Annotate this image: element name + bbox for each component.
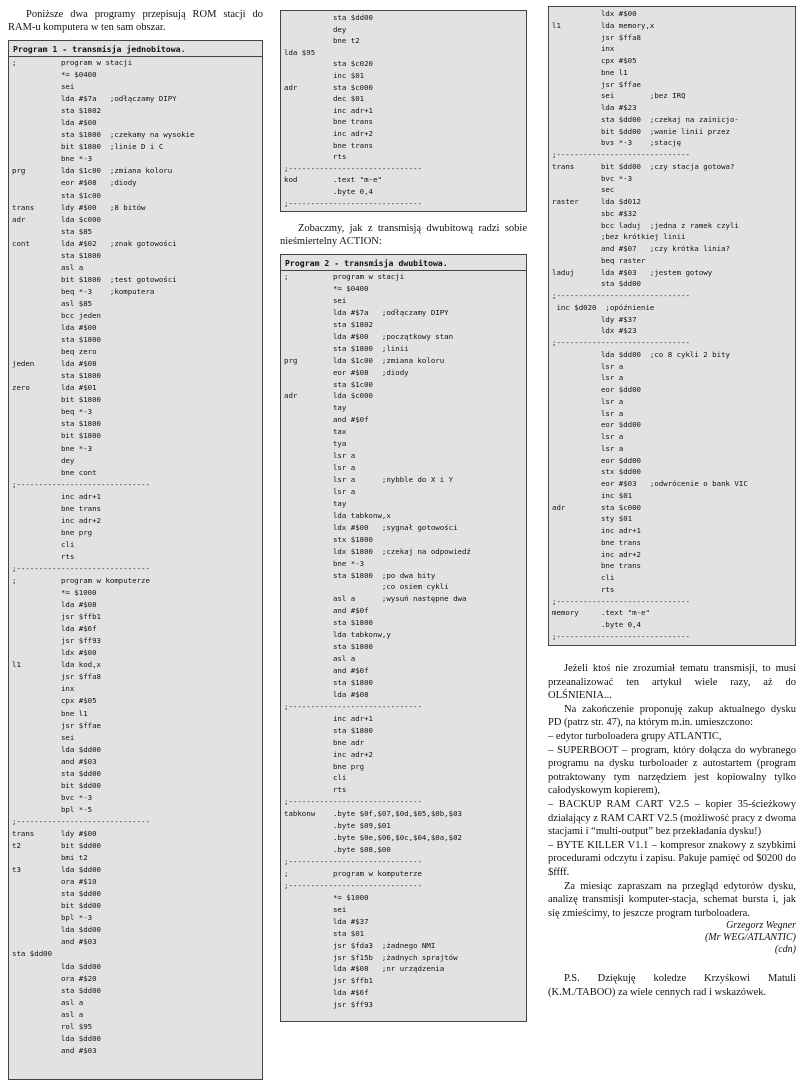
code-line: lda #$6f [284, 988, 369, 998]
code-line: lda #$23 [552, 103, 637, 112]
code-line: and #$03 [12, 756, 97, 766]
code-line: zero lda #$01 [12, 383, 97, 393]
code-line: lsr a [552, 361, 624, 371]
code-line: asl a [12, 262, 84, 272]
code-line: beq *-3 ;komputera [12, 286, 155, 296]
code-line: inc $d020 ;opóźnienie [552, 302, 655, 312]
code-line: tay [284, 498, 347, 508]
code-line: sei [12, 732, 75, 742]
code-line: eor #$08 ;diody [12, 178, 137, 188]
code-line: lda $dd00 ;co 8 cykli 2 bity [552, 349, 730, 359]
code-line: tax [284, 427, 347, 437]
code-line: tabkonw .byte $0f,$07,$0d,$05,$0b,$03 [284, 809, 462, 819]
paragraph: Jeżeli ktoś nie zrozumiał tematu transmisji, to musi przeanalizować ten artykuł wiele razy, aż do OLŚNIENIA... [548, 663, 796, 702]
code-line: ldy #$37 [552, 314, 637, 324]
code-line: bit $dd00 [12, 780, 101, 790]
code-line: sta $dd00 [12, 889, 101, 899]
code-line: lda $dd00 [12, 744, 101, 754]
code-line: bit $1800 [12, 395, 101, 405]
code-line: sei [12, 82, 75, 92]
code-line: ;------------------------------ [552, 631, 690, 641]
list-item: – edytor turboloadera grupy ATLANTIC, [548, 730, 722, 742]
listing-title: Program 1 - transmisja jednobitowa. [9, 42, 262, 57]
code-line: bit $1800 [12, 431, 101, 441]
code-line: sta $dd00 [12, 985, 101, 995]
code-line: bne *-3 [12, 443, 93, 453]
code-line: adr lda $c000 [284, 391, 373, 401]
code-line: lda #$00 [12, 323, 97, 333]
code-line: prg lda $1c00 ;zmiana koloru [12, 166, 173, 176]
code-line: cont lda #$02 ;znak gotowości [12, 238, 177, 248]
code-line: inc adr+1 [284, 713, 373, 723]
code-line: ;------------------------------ [284, 857, 422, 867]
paragraph: Na zakończenie proponuję zakup aktualnego dysku PD (patrz str. 47), na którym m.in. umieszczono: [548, 703, 796, 729]
code-line: cli [12, 539, 75, 549]
code-line: lsr a [284, 451, 356, 461]
code-line: sta $dd00 [284, 13, 373, 22]
code-line: ; program w komputerze [12, 576, 150, 586]
code-line: sta $85 [12, 226, 93, 236]
code-line: adr lda $c000 [12, 214, 101, 224]
code-line: bit $dd00 [12, 901, 101, 911]
code-line: memory .text "m-e" [552, 608, 650, 618]
code-line: rts [284, 152, 347, 162]
code-line: lda #$37 [284, 916, 369, 926]
code-line: bne prg [12, 527, 93, 537]
code-line: jsr $ffb1 [12, 612, 101, 622]
code-line: .byte $09,$01 [284, 821, 391, 831]
code-line: ;------------------------------ [12, 563, 150, 573]
code-line: dey [284, 24, 347, 34]
code-line: lda #$7a ;odłączamy DIPY [284, 307, 449, 317]
code-line: jsr $ffa8 [552, 32, 641, 42]
paragraph: Za miesiąc zapraszam na przegląd edytorów dysku, analizę transmisji komputer-stacja, schemat bursta i, jak się zmieścimy, to jeszcze program turboloadera. [548, 880, 796, 919]
code-line: beq raster [552, 255, 646, 265]
code-line: asl a [12, 997, 84, 1007]
code-line: asl a [12, 1009, 84, 1019]
code-line: ;------------------------------ [284, 198, 422, 208]
code-line: lda #$00 [12, 118, 97, 128]
code-line: sta $1800 ;po dwa bity [284, 570, 436, 580]
code-line: bpl *-5 [12, 804, 93, 814]
code-line: prg lda $1c00 ;zmiana koloru [284, 355, 445, 365]
code-line: *= $0400 [12, 70, 97, 80]
code-line: inc $01 [284, 70, 365, 80]
code-line: bne cont [12, 467, 97, 477]
code-line: raster lda $d012 [552, 197, 641, 206]
code-line: bne l1 [552, 67, 628, 77]
code-line: l1 lda memory,x [552, 20, 655, 30]
list-item: – BYTE KILLER V1.1 – kompresor znakowy z szybkimi procedurami odczytu i zapisu. Pakuje pamięć od $0200 do $ffff. [548, 839, 796, 878]
code-line: sta $dd00 [12, 768, 101, 778]
code-block [9, 57, 262, 1057]
code-line: sta $c020 [284, 59, 373, 69]
code-line: *= $0400 [284, 284, 369, 294]
code-line: and #$03 [12, 937, 97, 947]
code-line: bit $dd00 ;wanie linii przez [552, 126, 730, 136]
code-line: lda tabkonw,x [284, 510, 391, 520]
code-line: jsr $ff93 [12, 636, 101, 646]
code-line: ldx #$00 [12, 648, 97, 658]
code-block [281, 271, 526, 1011]
code-line: *= $1000 [284, 892, 369, 902]
code-line: sta $1802 [284, 319, 373, 329]
list-item: – BACKUP RAM CART V2.5 – kopier 35-ścieżkowy działający z RAM CART V2.5 (możliwość pracy z dwoma stacjami i “multi-output” bez przekładania dysku!) [548, 798, 796, 838]
intro-text-2: Zobaczmy, jak z transmisją dwubitową radzi sobie nieśmiertelny ACTION: [280, 223, 527, 248]
code-line: cpx #$05 [12, 696, 97, 706]
code-line: ;------------------------------ [284, 163, 422, 173]
code-line: lda $dd00 [12, 1033, 101, 1043]
code-line: lsr a [552, 432, 624, 441]
code-line: ldx $1800 ;czekaj na odpowiedź [284, 546, 471, 556]
code-line: jeden lda #$08 [12, 359, 97, 369]
code-line: cli [552, 573, 615, 582]
author-name: Grzegorz Wegner [726, 920, 796, 932]
code-line: bvc *-3 [12, 792, 93, 802]
code-line: and #$07 ;czy krótka linia? [552, 244, 730, 253]
code-line: lda #$08 [284, 689, 369, 699]
code-line: inc adr+1 [284, 105, 373, 115]
code-line: lda #$08 ;nr urządzenia [284, 964, 445, 974]
code-line: cpx #$05 [552, 56, 637, 65]
code-line: bcc laduj ;jedna z ramek czyli [552, 220, 739, 230]
code-line: and #$0f [284, 606, 369, 616]
code-line: lda tabkonw,y [284, 630, 391, 640]
code-line: bne l1 [12, 708, 88, 718]
author-alias: (Mr WEG/ATLANTIC) [704, 932, 796, 944]
code-line: t2 bit $dd00 [12, 841, 101, 851]
code-line: ;------------------------------ [284, 880, 422, 890]
code-line: inc adr+2 [284, 749, 373, 759]
code-line: sta $dd00 [12, 949, 53, 959]
code-line: t3 lda $dd00 [12, 865, 101, 875]
code-line: ;------------------------------ [12, 816, 150, 826]
code-line: asl a [284, 654, 356, 664]
code-line: lsr a [284, 486, 356, 496]
code-line: l1 lda kod,x [12, 660, 101, 670]
code-line: bvs *-3 ;stację [552, 138, 682, 148]
code-line: ;co osiem cykli [284, 582, 449, 592]
code-line: bne trans [552, 537, 641, 547]
code-line: dey [12, 455, 75, 465]
code-line: sta $dd00 [552, 279, 641, 289]
code-line: rts [552, 584, 615, 594]
code-line: adr sta $c000 [284, 82, 373, 92]
code-line: ;bez krótkiej linii [552, 232, 686, 242]
code-line: bpl *-3 [12, 913, 93, 923]
code-line: jsr $ffae [12, 720, 101, 730]
code-line: ; program w stacji [12, 58, 133, 67]
postscript: P.S. Dziękuję koledze Krzyśkowi Matuli (K.M./TABOO) za wiele cennych rad i wskazówek. [548, 973, 796, 998]
code-line: bne adr [284, 737, 365, 747]
code-line: ;------------------------------ [12, 479, 150, 489]
code-block [549, 8, 795, 643]
code-line: eor #$03 ;odwrócenie o bank VIC [552, 479, 748, 488]
code-line: rol $95 [12, 1021, 93, 1031]
code-line: ora #$10 [12, 877, 97, 887]
code-line: cli [284, 773, 347, 783]
code-line: eor $dd00 [552, 420, 641, 430]
listing-program-1-continued [280, 10, 527, 212]
code-line: sty $01 [552, 514, 633, 524]
code-line: inc adr+2 [12, 515, 101, 525]
code-line: ldx #$00 ;sygnał gotowości [284, 522, 458, 532]
code-line: tay [284, 403, 347, 413]
code-line: sta $1800 [12, 371, 101, 381]
code-line: inx [552, 44, 615, 54]
code-line: sta $1800 [12, 419, 101, 429]
article-text [548, 662, 796, 999]
code-line: sta $1800 [12, 335, 101, 345]
code-line: trans ldy #$00 [12, 829, 97, 838]
code-line: lda #$7a ;odłączamy DIPY [12, 94, 177, 104]
code-line: bne trans [284, 140, 373, 150]
column-2 [280, 0, 527, 1022]
code-line: laduj lda #$03 ;jestem gotowy [552, 267, 713, 277]
code-line: jsr $ffb1 [284, 976, 373, 986]
list-item: – SUPERBOOT – program, który dołącza do wybranego programu na dysku turboloader z autostartem (program potraktowany tym narzędziem jest kopiowalny tylko całodyskowym kopierem), [548, 744, 796, 797]
code-line: bne *-3 [284, 558, 365, 568]
code-line: sei ;bez IRQ [552, 91, 686, 101]
code-line: bvc *-3 [552, 173, 633, 183]
code-line: sta $01 [284, 928, 365, 938]
code-line: lda #$08 [12, 600, 97, 610]
code-line: beq *-3 [12, 407, 93, 417]
code-line: lda #$6f [12, 624, 97, 634]
code-line: lda $dd00 [12, 925, 101, 935]
code-block [281, 12, 526, 209]
code-line: stx $dd00 [552, 467, 641, 477]
code-line: sta $1800 [284, 677, 373, 687]
code-line: sta $1800 [12, 250, 101, 260]
code-line: eor $dd00 [552, 385, 641, 394]
code-line: trans bit $dd00 ;czy stacja gotowa? [552, 161, 735, 171]
code-line: sta $dd00 ;czekaj na zainicjo- [552, 114, 739, 124]
code-line: inc adr+2 [552, 549, 641, 559]
code-line: trans ldy #$00 ;8 bitów [12, 202, 146, 212]
code-line: ;------------------------------ [552, 150, 690, 159]
code-line: sta $1802 [12, 106, 101, 116]
code-line: sta $1c00 [284, 379, 373, 389]
code-line: ;------------------------------ [284, 701, 422, 711]
code-line: jsr $ffa8 [12, 672, 101, 682]
code-line: and #$0f [284, 666, 369, 676]
code-line: bne trans [552, 561, 641, 571]
code-line: ldx #$00 [552, 9, 637, 18]
code-line: sec [552, 185, 615, 195]
code-line: jsr $fda3 ;żadnego NMI [284, 940, 436, 950]
code-line: dec $01 [284, 94, 365, 104]
code-line: ;------------------------------ [284, 797, 422, 807]
code-line: inc adr+1 [12, 491, 101, 501]
code-line: ;------------------------------ [552, 596, 690, 606]
code-line: jsr $f15b ;żadnych sprajtów [284, 952, 458, 962]
code-line: jsr $ffae [552, 79, 641, 89]
code-line: stx $1800 [284, 534, 373, 544]
continued-mark: (cdn) [774, 944, 796, 956]
code-line: ; program w stacji [284, 272, 405, 282]
code-line: rts [12, 551, 75, 561]
code-line: sei [284, 295, 347, 305]
code-line: ;------------------------------ [552, 291, 690, 300]
code-line: bne t2 [284, 36, 360, 46]
code-line: ora #$20 [12, 973, 97, 983]
column-3 [548, 0, 796, 999]
code-line: bne trans [284, 117, 373, 127]
code-line: tya [284, 439, 347, 449]
intro-text-1: Poniższe dwa programy przepisują ROM stacji do RAM-u komputera w ten sam obszar. [8, 9, 263, 33]
code-line: lsr a [552, 408, 624, 418]
code-line: eor #$08 ;diody [284, 367, 409, 377]
column-1 [8, 0, 263, 1080]
listing-program-2 [280, 254, 527, 1022]
code-line: ldx #$23 [552, 326, 637, 336]
code-line: rts [284, 785, 347, 795]
code-line: lsr a ;nybble do X i Y [284, 475, 454, 485]
code-line: bne *-3 [12, 154, 93, 164]
code-line: sei [284, 904, 347, 914]
code-line: sta $1c00 [12, 190, 101, 200]
code-line: sta $1800 ;linii [284, 343, 409, 353]
code-line: adr sta $c000 [552, 502, 641, 512]
code-line: .byte 0,4 [284, 186, 373, 196]
code-line: bne prg [284, 761, 365, 771]
code-line: lsr a [552, 396, 624, 406]
code-line: .byte $0e,$06,$0c,$04,$0a,$02 [284, 833, 462, 843]
code-line: sta $1800 [284, 725, 373, 735]
code-line: and #$0f [284, 415, 369, 425]
code-line: beq zero [12, 347, 97, 357]
code-line: inx [12, 684, 75, 694]
code-line: lsr a [552, 443, 624, 453]
code-line: inc $01 [552, 490, 633, 500]
code-line: lda #$00 ;początkowy stan [284, 331, 454, 341]
code-line: sta $1800 [284, 618, 373, 628]
code-line: lda $95 [284, 47, 316, 57]
code-line: sta $1800 ;czekamy na wysokie [12, 130, 195, 140]
code-line: bmi t2 [12, 853, 88, 863]
code-line: inc adr+2 [284, 128, 373, 138]
code-line: bne trans [12, 503, 101, 513]
code-line: asl a ;wysuń następne dwa [284, 594, 467, 604]
code-line: eor $dd00 [552, 455, 641, 465]
code-line: and #$03 [12, 1045, 97, 1055]
code-line: ;------------------------------ [552, 338, 690, 347]
code-line: lsr a [552, 373, 624, 383]
code-line: .byte 0,4 [552, 620, 641, 629]
listing-program-1 [8, 40, 263, 1080]
code-line: *= $1000 [12, 588, 97, 598]
code-line: sta $1800 [284, 642, 373, 652]
code-line: kod .text "m-e" [284, 175, 382, 185]
listing-program-2-continued [548, 6, 796, 646]
code-line: inc adr+1 [552, 526, 641, 535]
code-line: lsr a [284, 463, 356, 473]
code-line: bcc jeden [12, 310, 101, 320]
listing-title: Program 2 - transmisja dwubitowa. [281, 256, 526, 271]
code-line: bit $1800 ;test gotowości [12, 274, 177, 284]
code-line: .byte $08,$00 [284, 845, 391, 855]
code-line: sbc #$32 [552, 208, 637, 218]
code-line: lda $dd00 [12, 961, 101, 971]
code-line: bit $1800 ;linie D i C [12, 142, 164, 152]
code-line: jsr $ff93 [284, 1000, 373, 1010]
code-line: asl $85 [12, 298, 93, 308]
code-line: ; program w komputerze [284, 868, 422, 878]
